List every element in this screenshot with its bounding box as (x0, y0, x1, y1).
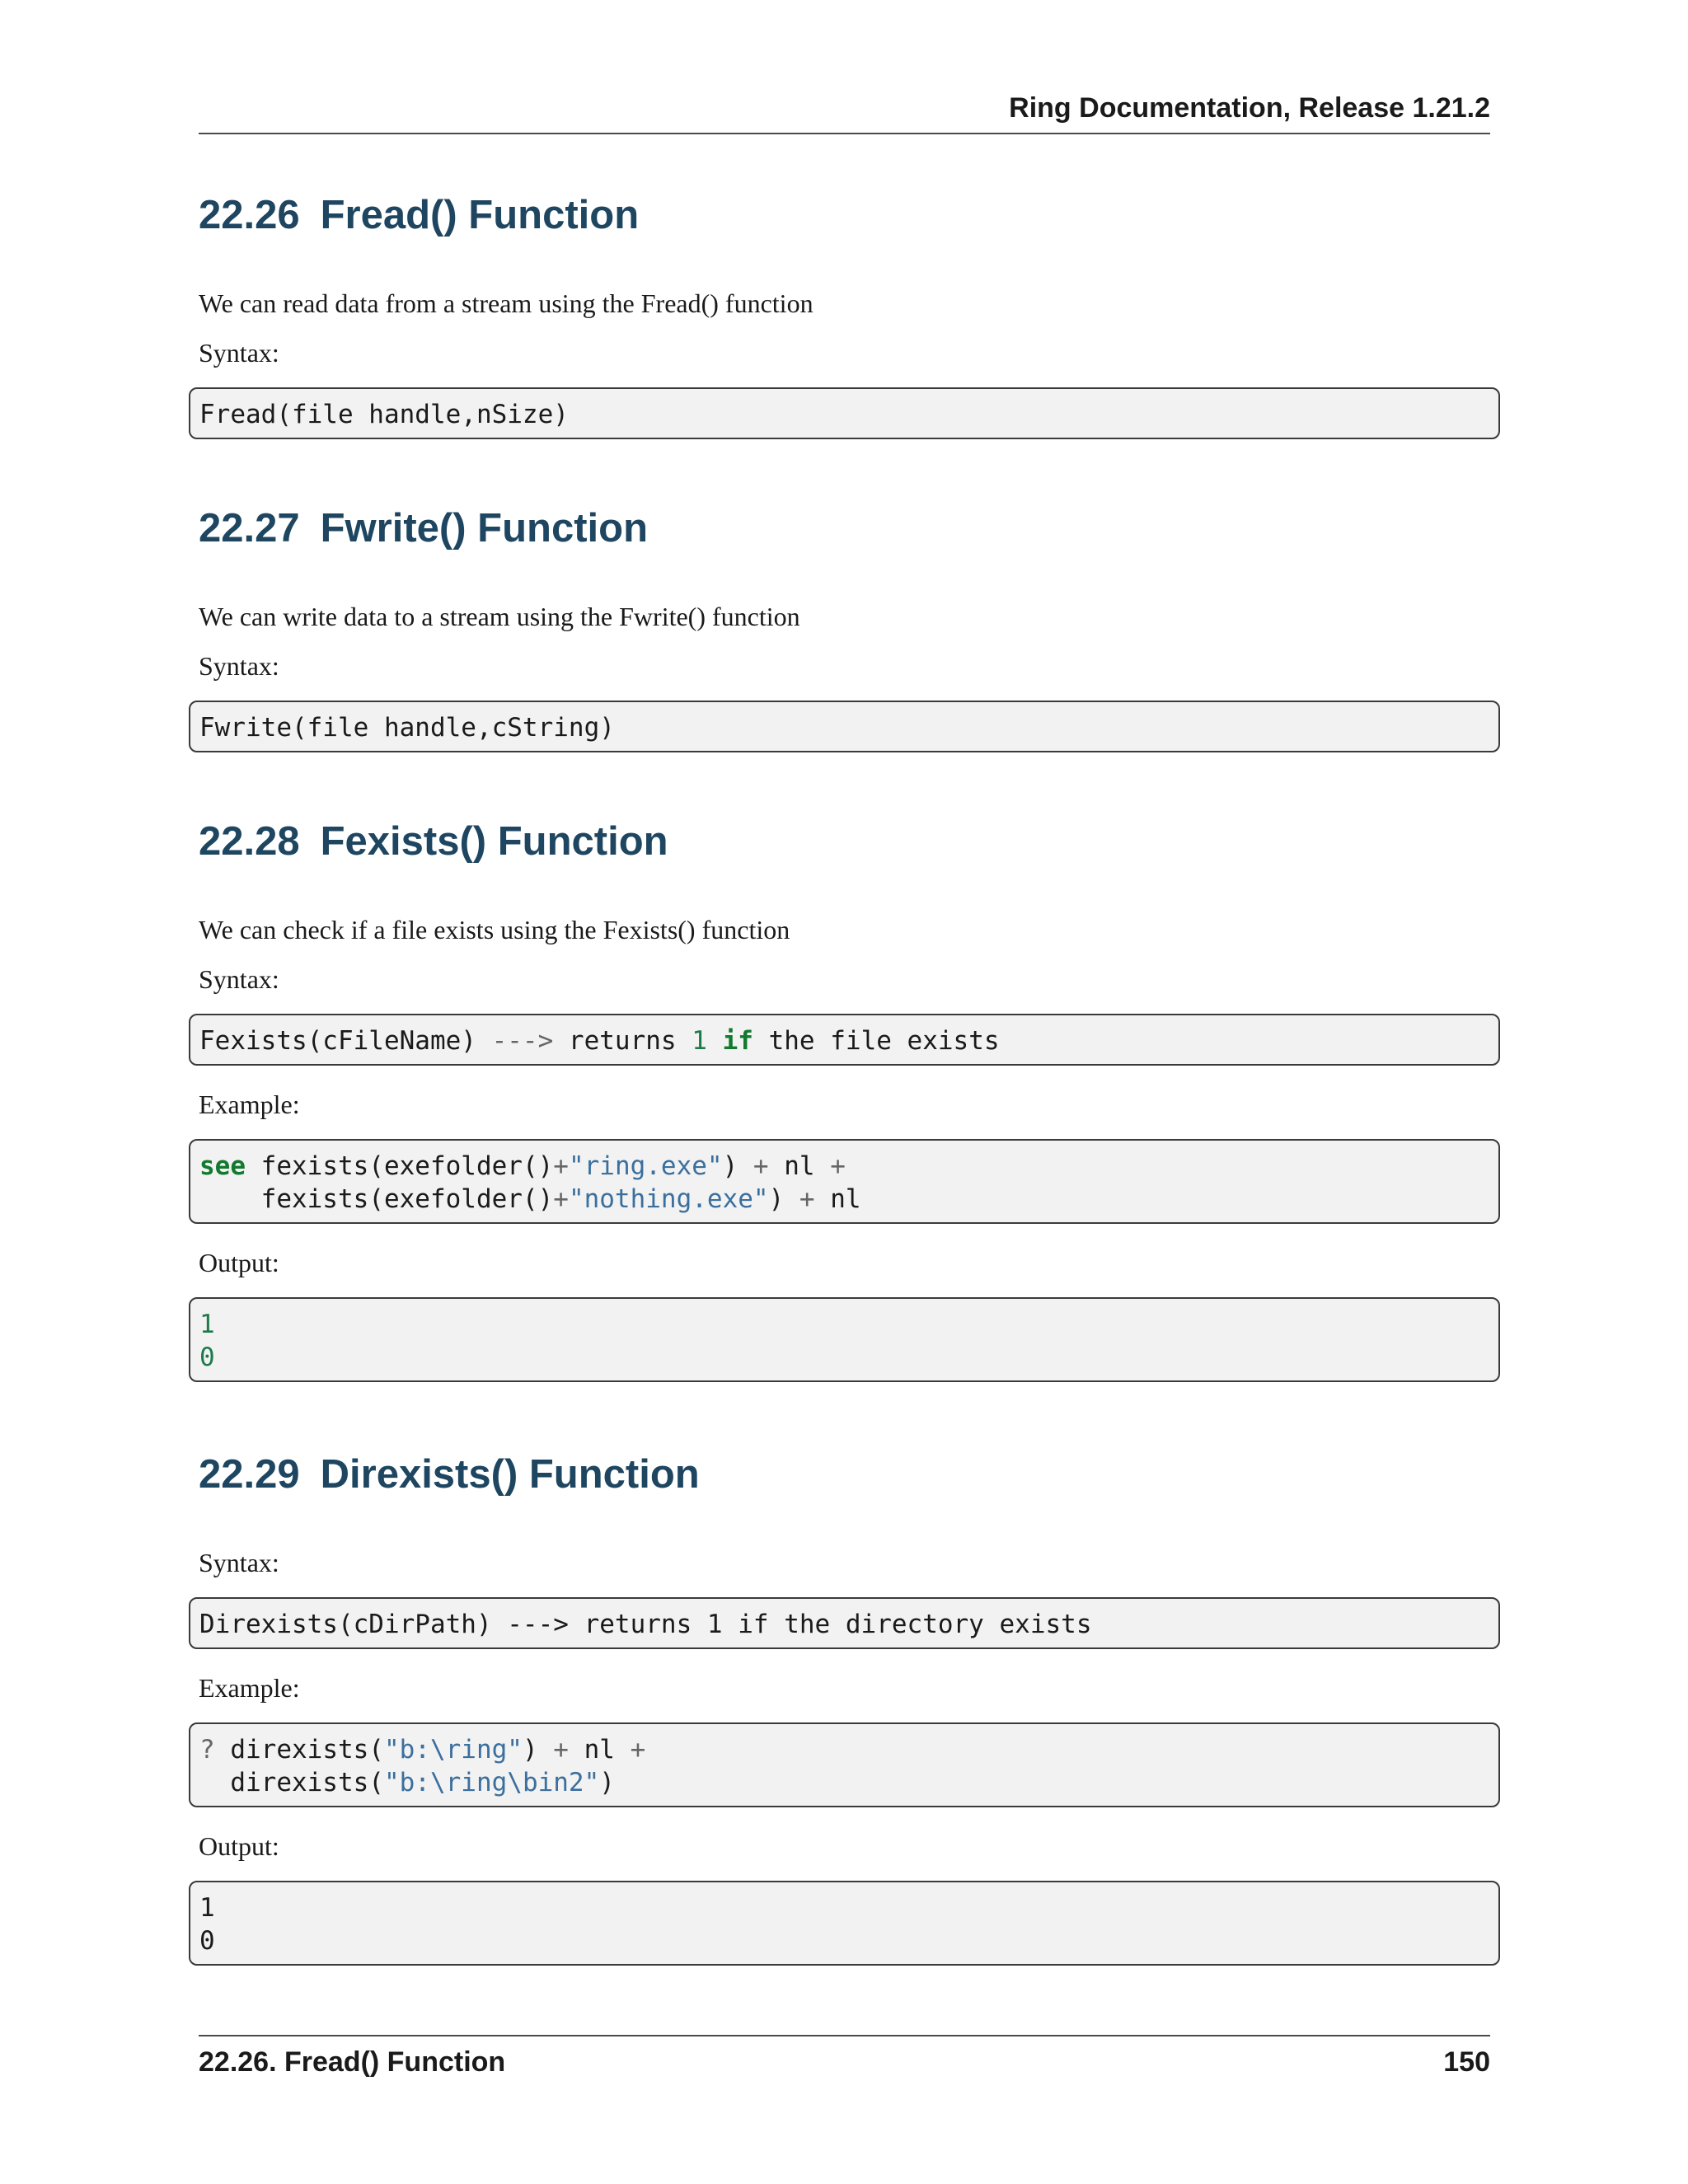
syntax-code-block: Direxists(cDirPath) ---> returns 1 if the directory exists (189, 1597, 1500, 1649)
output-label: Output: (199, 1248, 279, 1277)
document-page (199, 0, 1490, 2184)
output-line: 0 (199, 1926, 215, 1956)
section-intro: We can write data to a stream using the Fwrite() function (199, 602, 800, 631)
syntax-code-block: Fread(file handle,nSize) (189, 387, 1500, 439)
section-heading: 22.27 Fwrite() Function (199, 506, 649, 551)
running-header (199, 92, 1490, 134)
footer-section-ref: 22.26. Fread() Function (199, 2046, 506, 2078)
syntax-label: Syntax: (199, 1548, 279, 1577)
code-line: direxists("b:\ring\bin2") (199, 1768, 615, 1797)
output-line: 1 (199, 1893, 215, 1923)
output-code-block (189, 1297, 1500, 1382)
section-direxists (199, 1451, 1490, 1956)
example-label: Example: (199, 1673, 300, 1703)
example-label: Example: (199, 1090, 300, 1119)
section-intro: We can read data from a stream using the Fread() function (199, 288, 814, 318)
code-line: fexists(exefolder()+"nothing.exe") + nl (199, 1184, 861, 1214)
section-fwrite (199, 504, 1490, 743)
syntax-label: Syntax: (199, 964, 279, 994)
syntax-label: Syntax: (199, 651, 279, 681)
section-heading: 22.26 Fread() Function (199, 193, 640, 237)
output-label: Output: (199, 1831, 279, 1861)
running-footer (199, 2035, 1490, 2078)
section-intro: We can check if a file exists using the Fexists() function (199, 915, 790, 944)
section-fexists (199, 818, 1490, 1372)
output-line: 0 (199, 1343, 215, 1372)
section-heading: 22.28 Fexists() Function (199, 819, 668, 864)
code-line: ? direxists("b:\ring") + nl + (199, 1735, 646, 1765)
output-line: 1 (199, 1310, 215, 1339)
syntax-code-block (189, 1014, 1500, 1066)
output-code-block (189, 1881, 1500, 1966)
section-heading: 22.29 Direxists() Function (199, 1452, 700, 1497)
page-number: 150 (1443, 2046, 1490, 2078)
header-title: Ring Documentation, Release 1.21.2 (1009, 92, 1490, 124)
code-line: Fexists(cFileName) ---> returns 1 if the file exists (199, 1026, 1000, 1056)
syntax-label: Syntax: (199, 338, 279, 368)
code-line: see fexists(exefolder()+"ring.exe") + nl + (199, 1151, 846, 1181)
section-fread (199, 191, 1490, 429)
example-code-block (189, 1722, 1500, 1807)
syntax-code-block: Fwrite(file handle,cString) (189, 701, 1500, 752)
example-code-block (189, 1139, 1500, 1224)
